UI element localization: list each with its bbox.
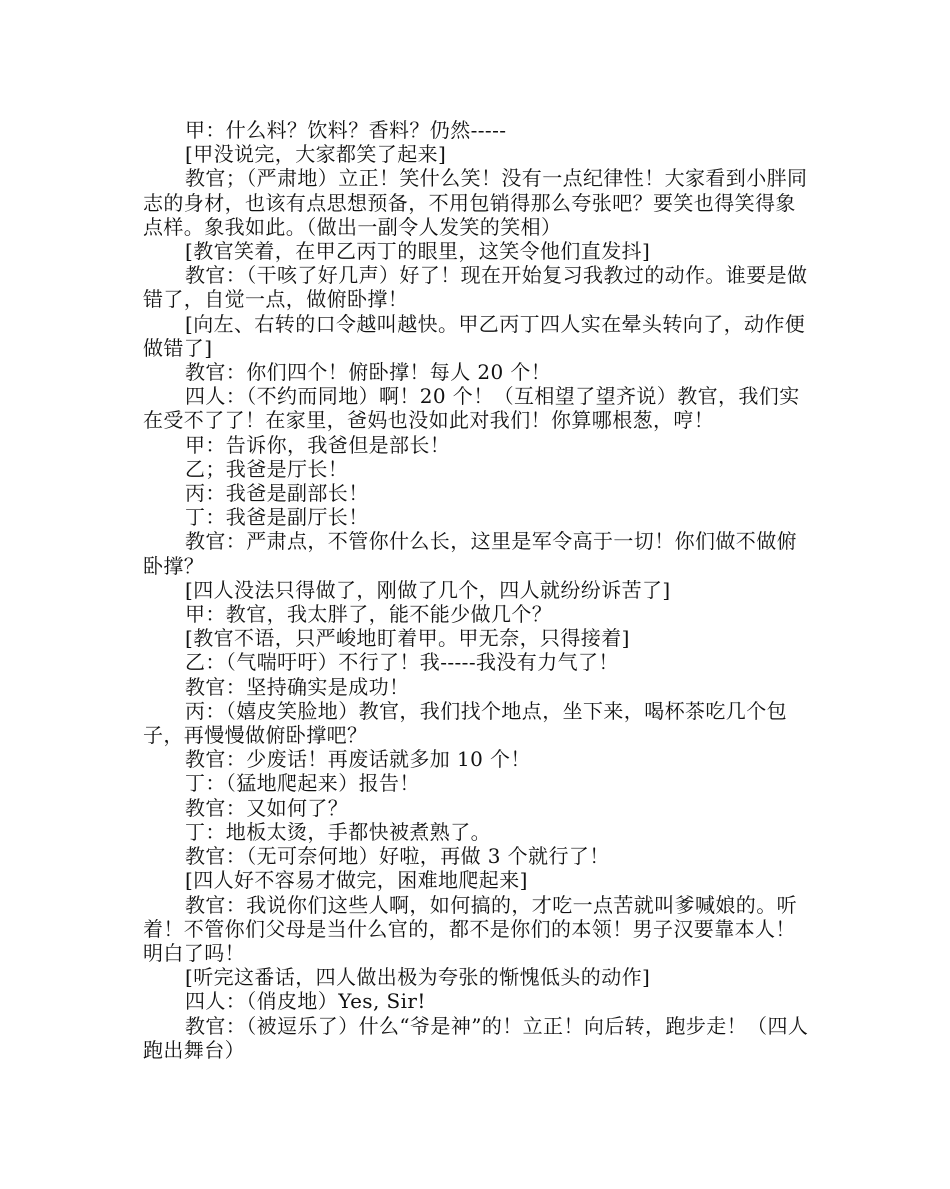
paragraph: 四人：（俏皮地）Yes, Sir! <box>185 989 426 1014</box>
paragraph: 甲：教官，我太胖了，能不能少做几个？ <box>185 602 553 627</box>
paragraph: [向左、右转的口令越叫越快。甲乙丙丁四人实在晕头转向了，动作便做错了] <box>143 311 806 360</box>
paragraph: 教官：又如何了？ <box>185 795 349 820</box>
paragraph: 丁：地板太烫，手都快被煮熟了。 <box>185 819 491 844</box>
document-page <box>0 118 950 1062</box>
paragraph: 甲：告诉你，我爸但是部长！ <box>185 432 451 457</box>
paragraph: [四人好不容易才做完，困难地爬起来] <box>185 868 528 893</box>
script-body <box>143 118 811 1062</box>
paragraph: [教官笑着，在甲乙丙丁的眼里，这笑令他们直发抖] <box>185 239 651 264</box>
paragraph: 教官：坚持确实是成功！ <box>185 674 410 699</box>
paragraph: 教官：我说你们这些人啊，如何搞的，才吃一点苦就叫爹喊娘的。听着！不管你们父母是当什么官的，都不是你们的本领！男子汉要靠本人！明白了吗！ <box>143 892 797 965</box>
paragraph: 教官：严肃点，不管你什么长，这里是军令高于一切！你们做不做俯卧撑？ <box>143 529 797 578</box>
paragraph: 乙；我爸是厅长！ <box>185 456 349 481</box>
paragraph: 甲：什么料？饮料？香料？仍然----- <box>185 118 507 142</box>
paragraph: [听完这番话，四人做出极为夸张的惭愧低头的动作] <box>185 965 651 990</box>
paragraph: 四人：（不约而同地）啊！20 个！（互相望了望齐说）教官，我们实在受不了了！在家里，爸妈也没如此对我们！你算哪根葱，哼！ <box>143 384 800 433</box>
paragraph: 教官：（被逗乐了）什么“爷是神”的！立正！向后转，跑步走！（四人跑出舞台） <box>143 1013 809 1062</box>
paragraph: 教官：（无可奈何地）好啦，再做 3 个就行了！ <box>185 844 610 869</box>
paragraph: [甲没说完，大家都笑了起来] <box>185 142 447 167</box>
paragraph: 教官：（干咳了好几声）好了！现在开始复习我教过的动作。谁要是做错了，自觉一点，做俯卧撑！ <box>143 263 808 312</box>
paragraph: 丁：我爸是副厅长！ <box>185 505 369 530</box>
paragraph: 丁：（猛地爬起来）报告！ <box>185 771 420 796</box>
paragraph: [教官不语，只严峻地盯着甲。甲无奈，只得接着] <box>185 626 630 651</box>
paragraph: 教官；（严肃地）立正！笑什么笑！没有一点纪律性！大家看到小胖同志的身材，也该有点思想预备，不用包销得那么夸张吧？要笑也得笑得象点样。象我如此。（做出一副令人发笑的笑相） <box>143 166 808 239</box>
paragraph: 丙：我爸是副部长！ <box>185 481 369 506</box>
paragraph: 教官：少废话！再废话就多加 10 个！ <box>185 747 531 772</box>
paragraph: [四人没法只得做了，刚做了几个，四人就纷纷诉苦了] <box>185 577 671 602</box>
paragraph: 教官：你们四个！俯卧撑！每人 20 个！ <box>185 360 552 385</box>
paragraph: 乙：（气喘吁吁）不行了！我-----我没有力气了！ <box>185 650 619 675</box>
paragraph: 丙：（嬉皮笑脸地）教官，我们找个地点，坐下来，喝杯茶吃几个包子，再慢慢做俯卧撑吧？ <box>143 698 787 748</box>
